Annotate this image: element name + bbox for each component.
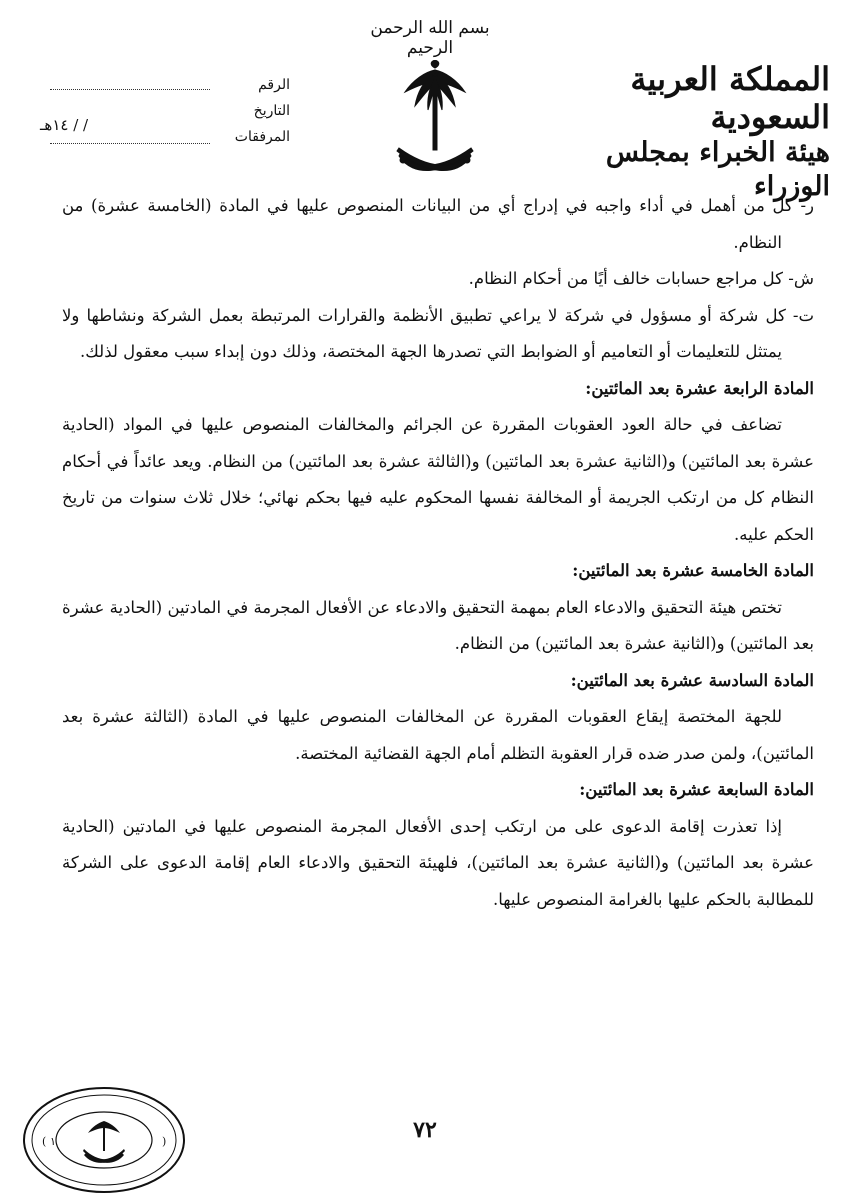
date-value: / / ١٤هـ: [40, 116, 89, 134]
article-text: تضاعف في حالة العود العقوبات المقررة عن الجرائم والمخالفات المنصوص عليها في المواد (الحادية عشرة بعد المائتين) و(الثانية عشرة بعد المائتين) و(الثالثة عشرة بعد المائتين) من النظام. ويعد عائداً في أحكام النظام كل من ارتكب الجريمة أو المخالفة نفسها المحكوم عليه فيها بحكم نهائي؛ خلال ثلاث سنوات من تاريخ الحكم عليه.: [62, 415, 814, 544]
document-body: [62, 188, 814, 918]
official-seal-icon: [22, 1085, 187, 1195]
article-heading: المادة السابعة عشرة بعد المائتين:: [579, 780, 814, 799]
article-heading: المادة السادسة عشرة بعد المائتين:: [570, 670, 814, 690]
svg-text:(: (: [42, 1135, 47, 1148]
article-heading: المادة الرابعة عشرة بعد المائتين:: [585, 378, 814, 398]
basmala: بسم الله الرحمن الرحيم: [370, 18, 490, 58]
org-name-line2: هيئة الخبراء بمجلس الوزراء: [605, 137, 830, 202]
article-heading: المادة الخامسة عشرة بعد المائتين:: [572, 561, 814, 580]
reference-number-label: الرقم: [258, 77, 290, 93]
reference-block: [180, 72, 290, 150]
attachments-label: المرفقات: [234, 129, 290, 145]
page-number: ٧٢: [413, 1117, 437, 1143]
list-item: ر- كل من أهمل في أداء واجبه في إدراج أي من البيانات المنصوص عليها في المادة (الخامسة عشرة) من النظام.: [62, 196, 814, 252]
organization-letterhead: [530, 60, 830, 204]
article-text: تختص هيئة التحقيق والادعاء العام بمهمة التحقيق والادعاء عن الأفعال المجرمة في المادتين (الحادية عشرة بعد المائتين) و(الثانية عشرة بعد المائتين) من النظام.: [62, 597, 814, 653]
article-text: إذا تعذرت إقامة الدعوى على من ارتكب إحدى الأفعال المجرمة المنصوص عليها في المادتين (الحادية عشرة بعد المائتين) و(الثانية عشرة بعد المائتين)، فلهيئة التحقيق والادعاء العام إقامة الدعوى على الشركة للمطالبة بالحكم عليها بالغرامة المنصوص عليها.: [62, 816, 814, 909]
article-text: للجهة المختصة إيقاع العقوبات المقررة عن المخالفات المنصوص عليها في المادة (الثالثة عشرة بعد المائتين)، ولمن صدر ضده قرار العقوبة التظلم أمام الجهة القضائية المختصة.: [62, 707, 814, 763]
attachments-line: [50, 142, 210, 144]
date-label: التاريخ: [253, 103, 290, 119]
reference-number-line: [50, 88, 210, 90]
org-name-line1: المملكة العربية السعودية: [630, 60, 830, 136]
list-item: ت- كل شركة أو مسؤول في شركة لا يراعي تطبيق الأنظمة والقرارات المرتبطة بعمل الشركة ونشاطها ولا يمتثل للتعليمات أو التعاميم أو الضوابط التي تصدرها الجهة المختصة، وذلك دون إبداء سبب معقول لذلك.: [62, 305, 814, 361]
seal-number: ١: [50, 1135, 56, 1148]
svg-text:): ): [162, 1135, 167, 1148]
palm-swords-emblem-icon: [395, 60, 475, 185]
list-item: ش- كل مراجع حسابات خالف أيًا من أحكام النظام.: [468, 269, 814, 288]
